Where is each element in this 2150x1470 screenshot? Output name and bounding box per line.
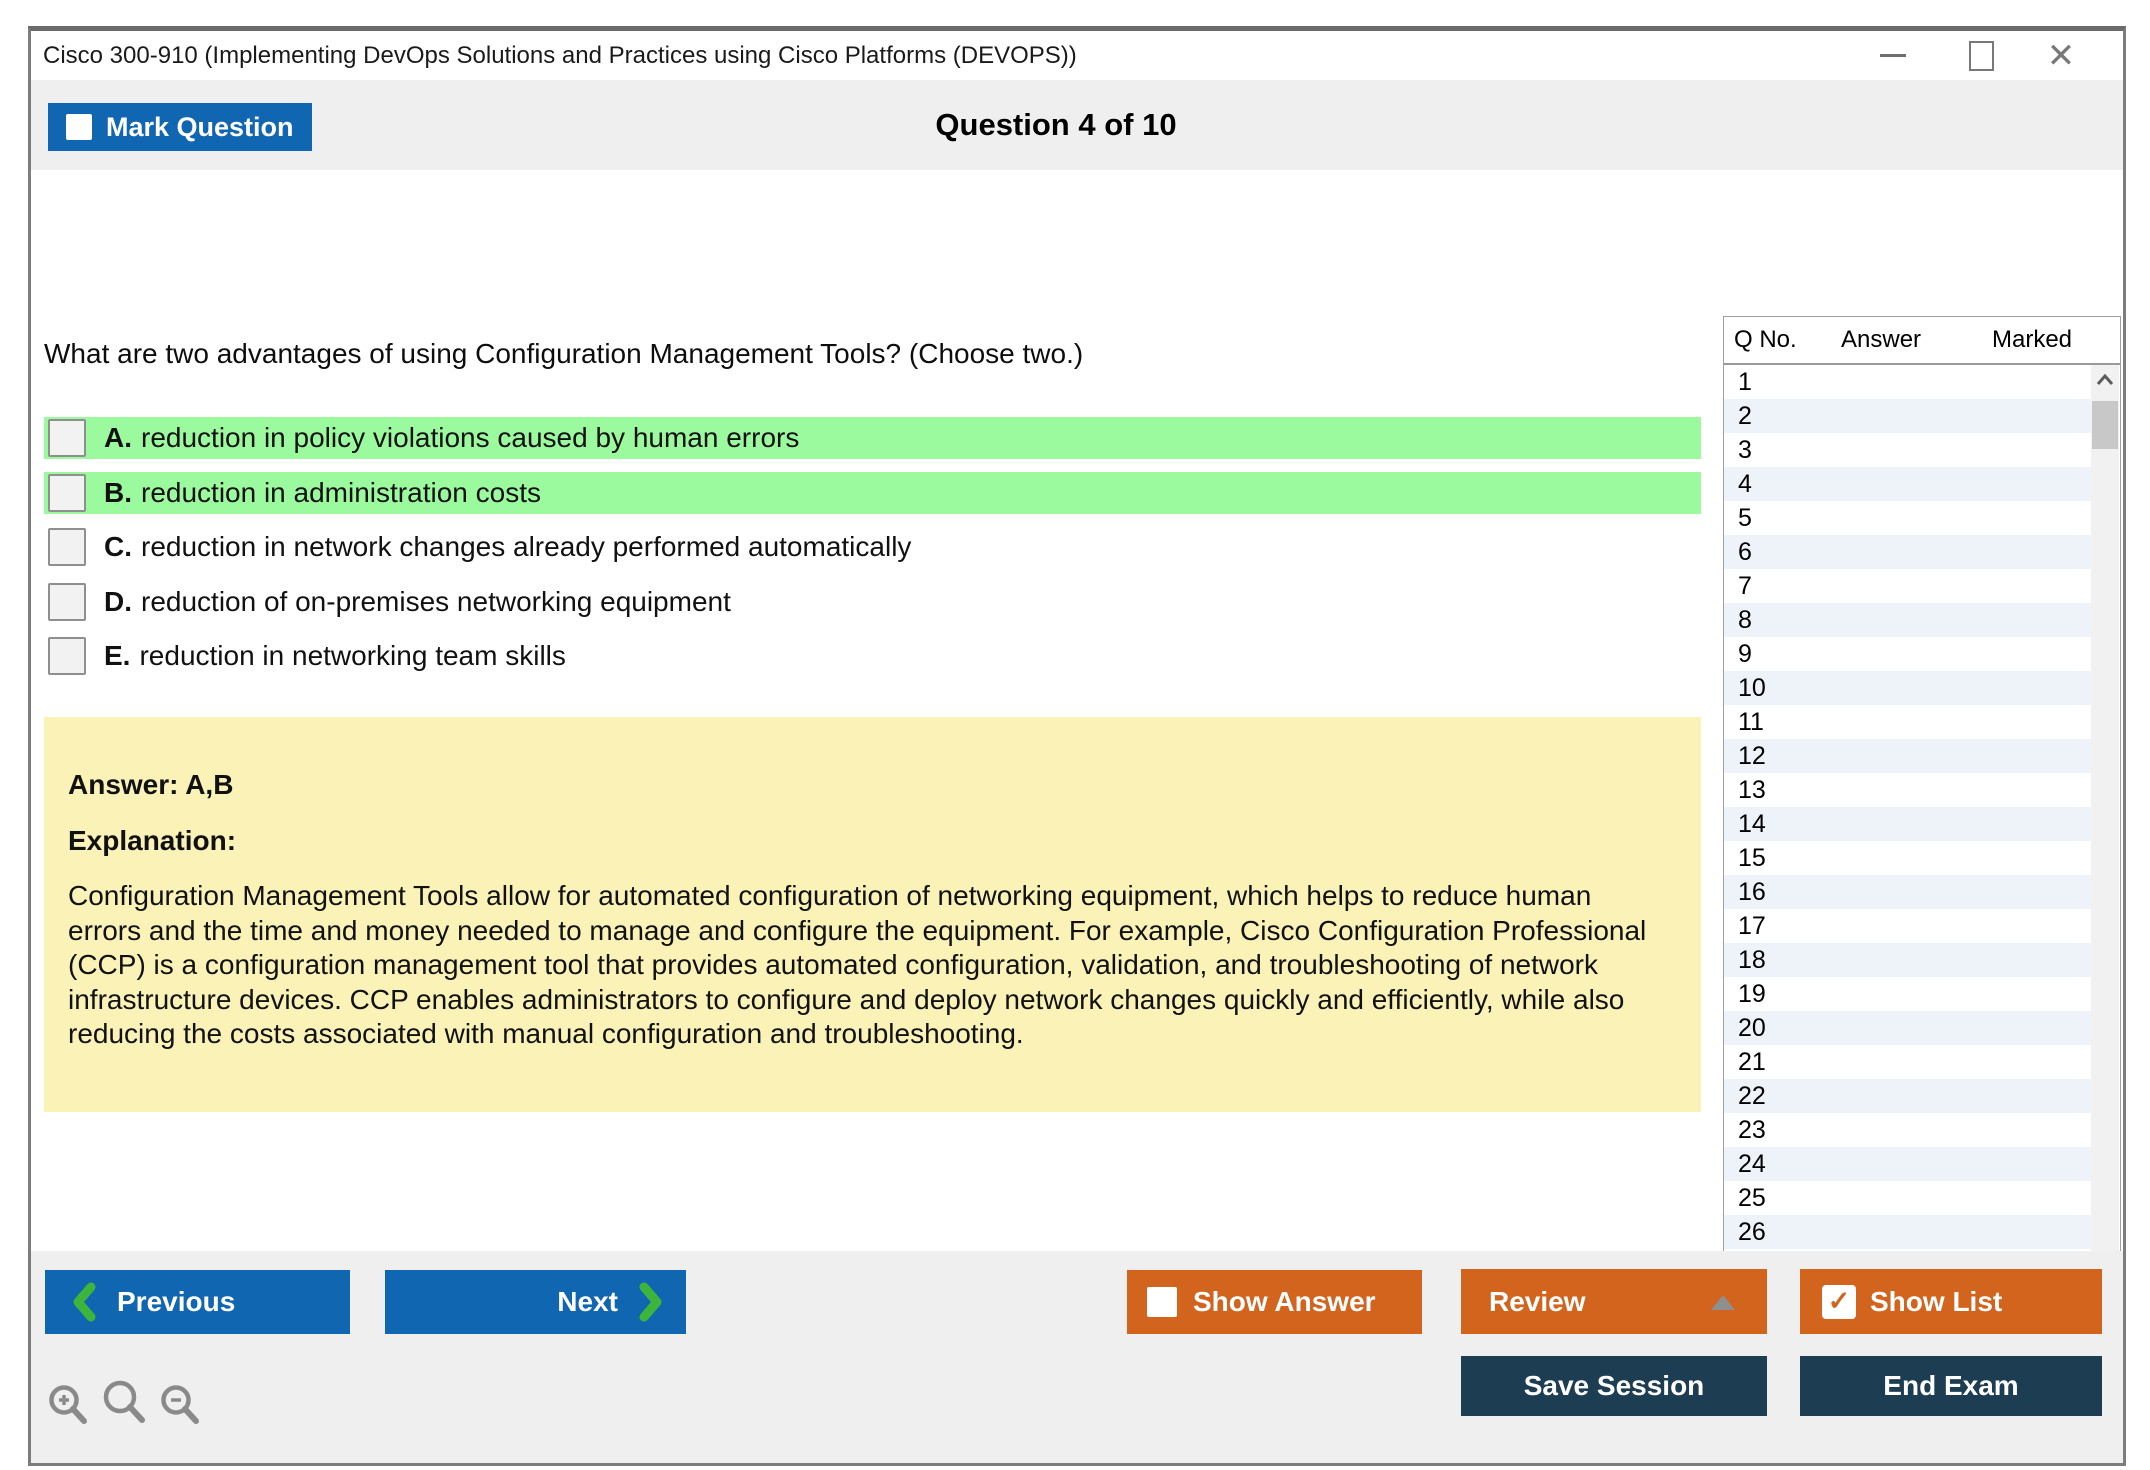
question-list-row[interactable] bbox=[1724, 1079, 2091, 1113]
question-list-scrollbar[interactable] bbox=[2091, 365, 2119, 1385]
option-text: reduction in network changes already performed automatically bbox=[141, 531, 912, 562]
options-list bbox=[44, 417, 1701, 690]
triangle-up-icon bbox=[1711, 1295, 1735, 1310]
qrow-number: 17 bbox=[1738, 911, 1766, 940]
question-list-row[interactable] bbox=[1724, 1045, 2091, 1079]
qrow-number: 7 bbox=[1738, 571, 1752, 600]
qrow-number: 6 bbox=[1738, 537, 1752, 566]
question-list-row[interactable] bbox=[1724, 943, 2091, 977]
qrow-number: 5 bbox=[1738, 503, 1752, 532]
option-row-e[interactable] bbox=[44, 635, 1701, 677]
question-list-row[interactable] bbox=[1724, 603, 2091, 637]
option-row-d[interactable] bbox=[44, 581, 1701, 623]
explanation-box bbox=[44, 717, 1701, 1112]
chevron-up-icon bbox=[2096, 374, 2114, 386]
question-list-panel bbox=[1723, 316, 2121, 1386]
show-list-label: Show List bbox=[1870, 1285, 2003, 1317]
question-list-row[interactable] bbox=[1724, 1011, 2091, 1045]
question-text: What are two advantages of using Configuration Management Tools? (Choose two.) bbox=[44, 338, 1084, 369]
option-text: reduction in networking team skills bbox=[139, 640, 566, 671]
question-list-row[interactable] bbox=[1724, 909, 2091, 943]
question-list-row[interactable] bbox=[1724, 773, 2091, 807]
option-letter: E. bbox=[104, 640, 131, 671]
qrow-number: 23 bbox=[1738, 1115, 1766, 1144]
question-list-row[interactable] bbox=[1724, 433, 2091, 467]
qrow-number: 8 bbox=[1738, 605, 1752, 634]
qrow-number: 13 bbox=[1738, 775, 1766, 804]
qrow-number: 25 bbox=[1738, 1183, 1766, 1212]
review-button[interactable] bbox=[1461, 1269, 1767, 1334]
minimize-icon bbox=[1880, 54, 1906, 57]
option-row-a[interactable] bbox=[44, 417, 1701, 459]
minimize-button[interactable] bbox=[1871, 31, 1915, 80]
question-list-row[interactable] bbox=[1724, 841, 2091, 875]
question-list-row[interactable] bbox=[1724, 1181, 2091, 1215]
column-header-marked: Marked bbox=[1992, 326, 2073, 353]
question-list-row[interactable] bbox=[1724, 705, 2091, 739]
question-list-row[interactable] bbox=[1724, 1215, 2091, 1249]
scrollbar-thumb[interactable] bbox=[2092, 401, 2118, 449]
question-list bbox=[1724, 365, 2091, 1385]
question-list-row[interactable] bbox=[1724, 535, 2091, 569]
option-checkbox[interactable] bbox=[48, 474, 86, 512]
close-button[interactable] bbox=[2039, 31, 2083, 80]
option-letter: C. bbox=[104, 531, 132, 562]
footer-bar bbox=[31, 1251, 2123, 1463]
option-text: reduction of on-premises networking equipment bbox=[141, 585, 731, 617]
option-text: reduction in policy violations caused by human errors bbox=[141, 422, 800, 453]
qrow-number: 19 bbox=[1738, 979, 1766, 1008]
column-header-answer: Answer bbox=[1841, 326, 1922, 353]
qrow-number: 9 bbox=[1738, 639, 1752, 668]
qrow-number: 1 bbox=[1738, 367, 1752, 396]
mark-question-checkbox[interactable] bbox=[66, 114, 92, 140]
question-list-row[interactable] bbox=[1724, 365, 2091, 399]
close-icon: ✕ bbox=[2046, 36, 2076, 75]
title-bar bbox=[31, 31, 2123, 80]
qrow-number: 12 bbox=[1738, 741, 1766, 770]
explanation-label: Explanation: bbox=[68, 825, 237, 856]
qrow-number: 14 bbox=[1738, 809, 1766, 838]
question-list-row[interactable] bbox=[1724, 671, 2091, 705]
app-window bbox=[28, 26, 2126, 1466]
option-letter: A. bbox=[104, 422, 132, 453]
qrow-number: 11 bbox=[1738, 707, 1764, 736]
show-answer-label: Show Answer bbox=[1193, 1286, 1376, 1317]
header-bar bbox=[31, 80, 2123, 170]
mark-question-button[interactable] bbox=[48, 103, 312, 151]
question-counter: Question 4 of 10 bbox=[935, 107, 1177, 142]
save-session-button[interactable] bbox=[1461, 1356, 1767, 1416]
question-list-row[interactable] bbox=[1724, 569, 2091, 603]
option-checkbox[interactable] bbox=[48, 637, 86, 675]
main-content bbox=[31, 170, 2123, 1251]
question-list-row[interactable] bbox=[1724, 977, 2091, 1011]
qrow-number: 2 bbox=[1738, 401, 1752, 430]
show-list-button[interactable] bbox=[1800, 1269, 2102, 1334]
mark-question-label: Mark Question bbox=[106, 111, 294, 142]
qrow-number: 24 bbox=[1738, 1149, 1766, 1178]
next-label: Next bbox=[557, 1286, 618, 1317]
review-label: Review bbox=[1489, 1285, 1586, 1317]
question-list-row[interactable] bbox=[1724, 875, 2091, 909]
qrow-number: 26 bbox=[1738, 1217, 1766, 1246]
question-list-row[interactable] bbox=[1724, 399, 2091, 433]
option-row-c[interactable] bbox=[44, 526, 1701, 568]
chevron-right-icon bbox=[638, 1282, 664, 1322]
qrow-number: 10 bbox=[1738, 673, 1766, 702]
qrow-number: 3 bbox=[1738, 435, 1752, 464]
zoom-icon[interactable] bbox=[101, 1379, 149, 1429]
qrow-number: 4 bbox=[1738, 469, 1752, 498]
scroll-up-button[interactable] bbox=[2091, 365, 2119, 395]
chevron-left-icon bbox=[71, 1282, 97, 1322]
question-list-row[interactable] bbox=[1724, 637, 2091, 671]
explanation-body: Configuration Management Tools allow for automated configuration of networking equipment, which helps to reduce human errors and the time and money needed to manage and configure the equipment. For example, Cisco Configuration Professional (CCP) is a configuration management tool that provides automated configuration, validation, and troubleshooting of network infrastructure devices. CCP enables administrators to configure and deploy network changes quickly and efficiently, while also reducing the costs associated with manual configuration and troubleshooting. bbox=[68, 880, 1647, 1049]
question-list-row[interactable] bbox=[1724, 1147, 2091, 1181]
option-checkbox[interactable] bbox=[48, 419, 86, 457]
save-session-label: Save Session bbox=[1523, 1370, 1705, 1401]
qrow-number: 20 bbox=[1738, 1013, 1766, 1042]
option-row-b[interactable] bbox=[44, 472, 1701, 514]
next-button[interactable] bbox=[385, 1270, 686, 1334]
question-list-row[interactable] bbox=[1724, 1113, 2091, 1147]
window-title: Cisco 300-910 (Implementing DevOps Solutions and Practices using Cisco Platforms (DEVOPS)) bbox=[43, 42, 1077, 69]
option-checkbox[interactable] bbox=[48, 528, 86, 566]
maximize-button[interactable] bbox=[1959, 31, 2003, 80]
end-exam-button[interactable] bbox=[1800, 1356, 2102, 1416]
qrow-number: 21 bbox=[1738, 1047, 1766, 1076]
qrow-number: 16 bbox=[1738, 877, 1766, 906]
zoom-in-icon[interactable] bbox=[47, 1383, 91, 1429]
zoom-out-icon[interactable] bbox=[159, 1383, 203, 1429]
question-list-row[interactable] bbox=[1724, 739, 2091, 773]
maximize-icon bbox=[1969, 41, 1994, 71]
column-header-qno: Q No. bbox=[1734, 326, 1797, 353]
previous-button[interactable] bbox=[45, 1270, 350, 1334]
option-text: reduction in administration costs bbox=[141, 476, 541, 508]
check-icon: ✓ bbox=[1827, 1286, 1851, 1316]
show-answer-checkbox[interactable] bbox=[1147, 1287, 1177, 1317]
qrow-number: 18 bbox=[1738, 945, 1766, 974]
option-checkbox[interactable] bbox=[48, 583, 86, 621]
qrow-number: 22 bbox=[1738, 1081, 1766, 1110]
question-list-row[interactable] bbox=[1724, 501, 2091, 535]
show-answer-button[interactable] bbox=[1127, 1270, 1422, 1334]
question-list-row[interactable] bbox=[1724, 467, 2091, 501]
option-letter: D. bbox=[104, 585, 132, 617]
previous-label: Previous bbox=[117, 1286, 236, 1317]
show-list-checkbox[interactable] bbox=[1822, 1285, 1856, 1319]
end-exam-label: End Exam bbox=[1883, 1370, 2019, 1401]
zoom-toolbar bbox=[47, 1379, 203, 1429]
answer-line: Answer: A,B bbox=[68, 769, 234, 800]
qrow-number: 15 bbox=[1738, 843, 1766, 872]
option-letter: B. bbox=[104, 476, 132, 508]
question-list-row[interactable] bbox=[1724, 807, 2091, 841]
question-list-header bbox=[1724, 317, 2120, 365]
